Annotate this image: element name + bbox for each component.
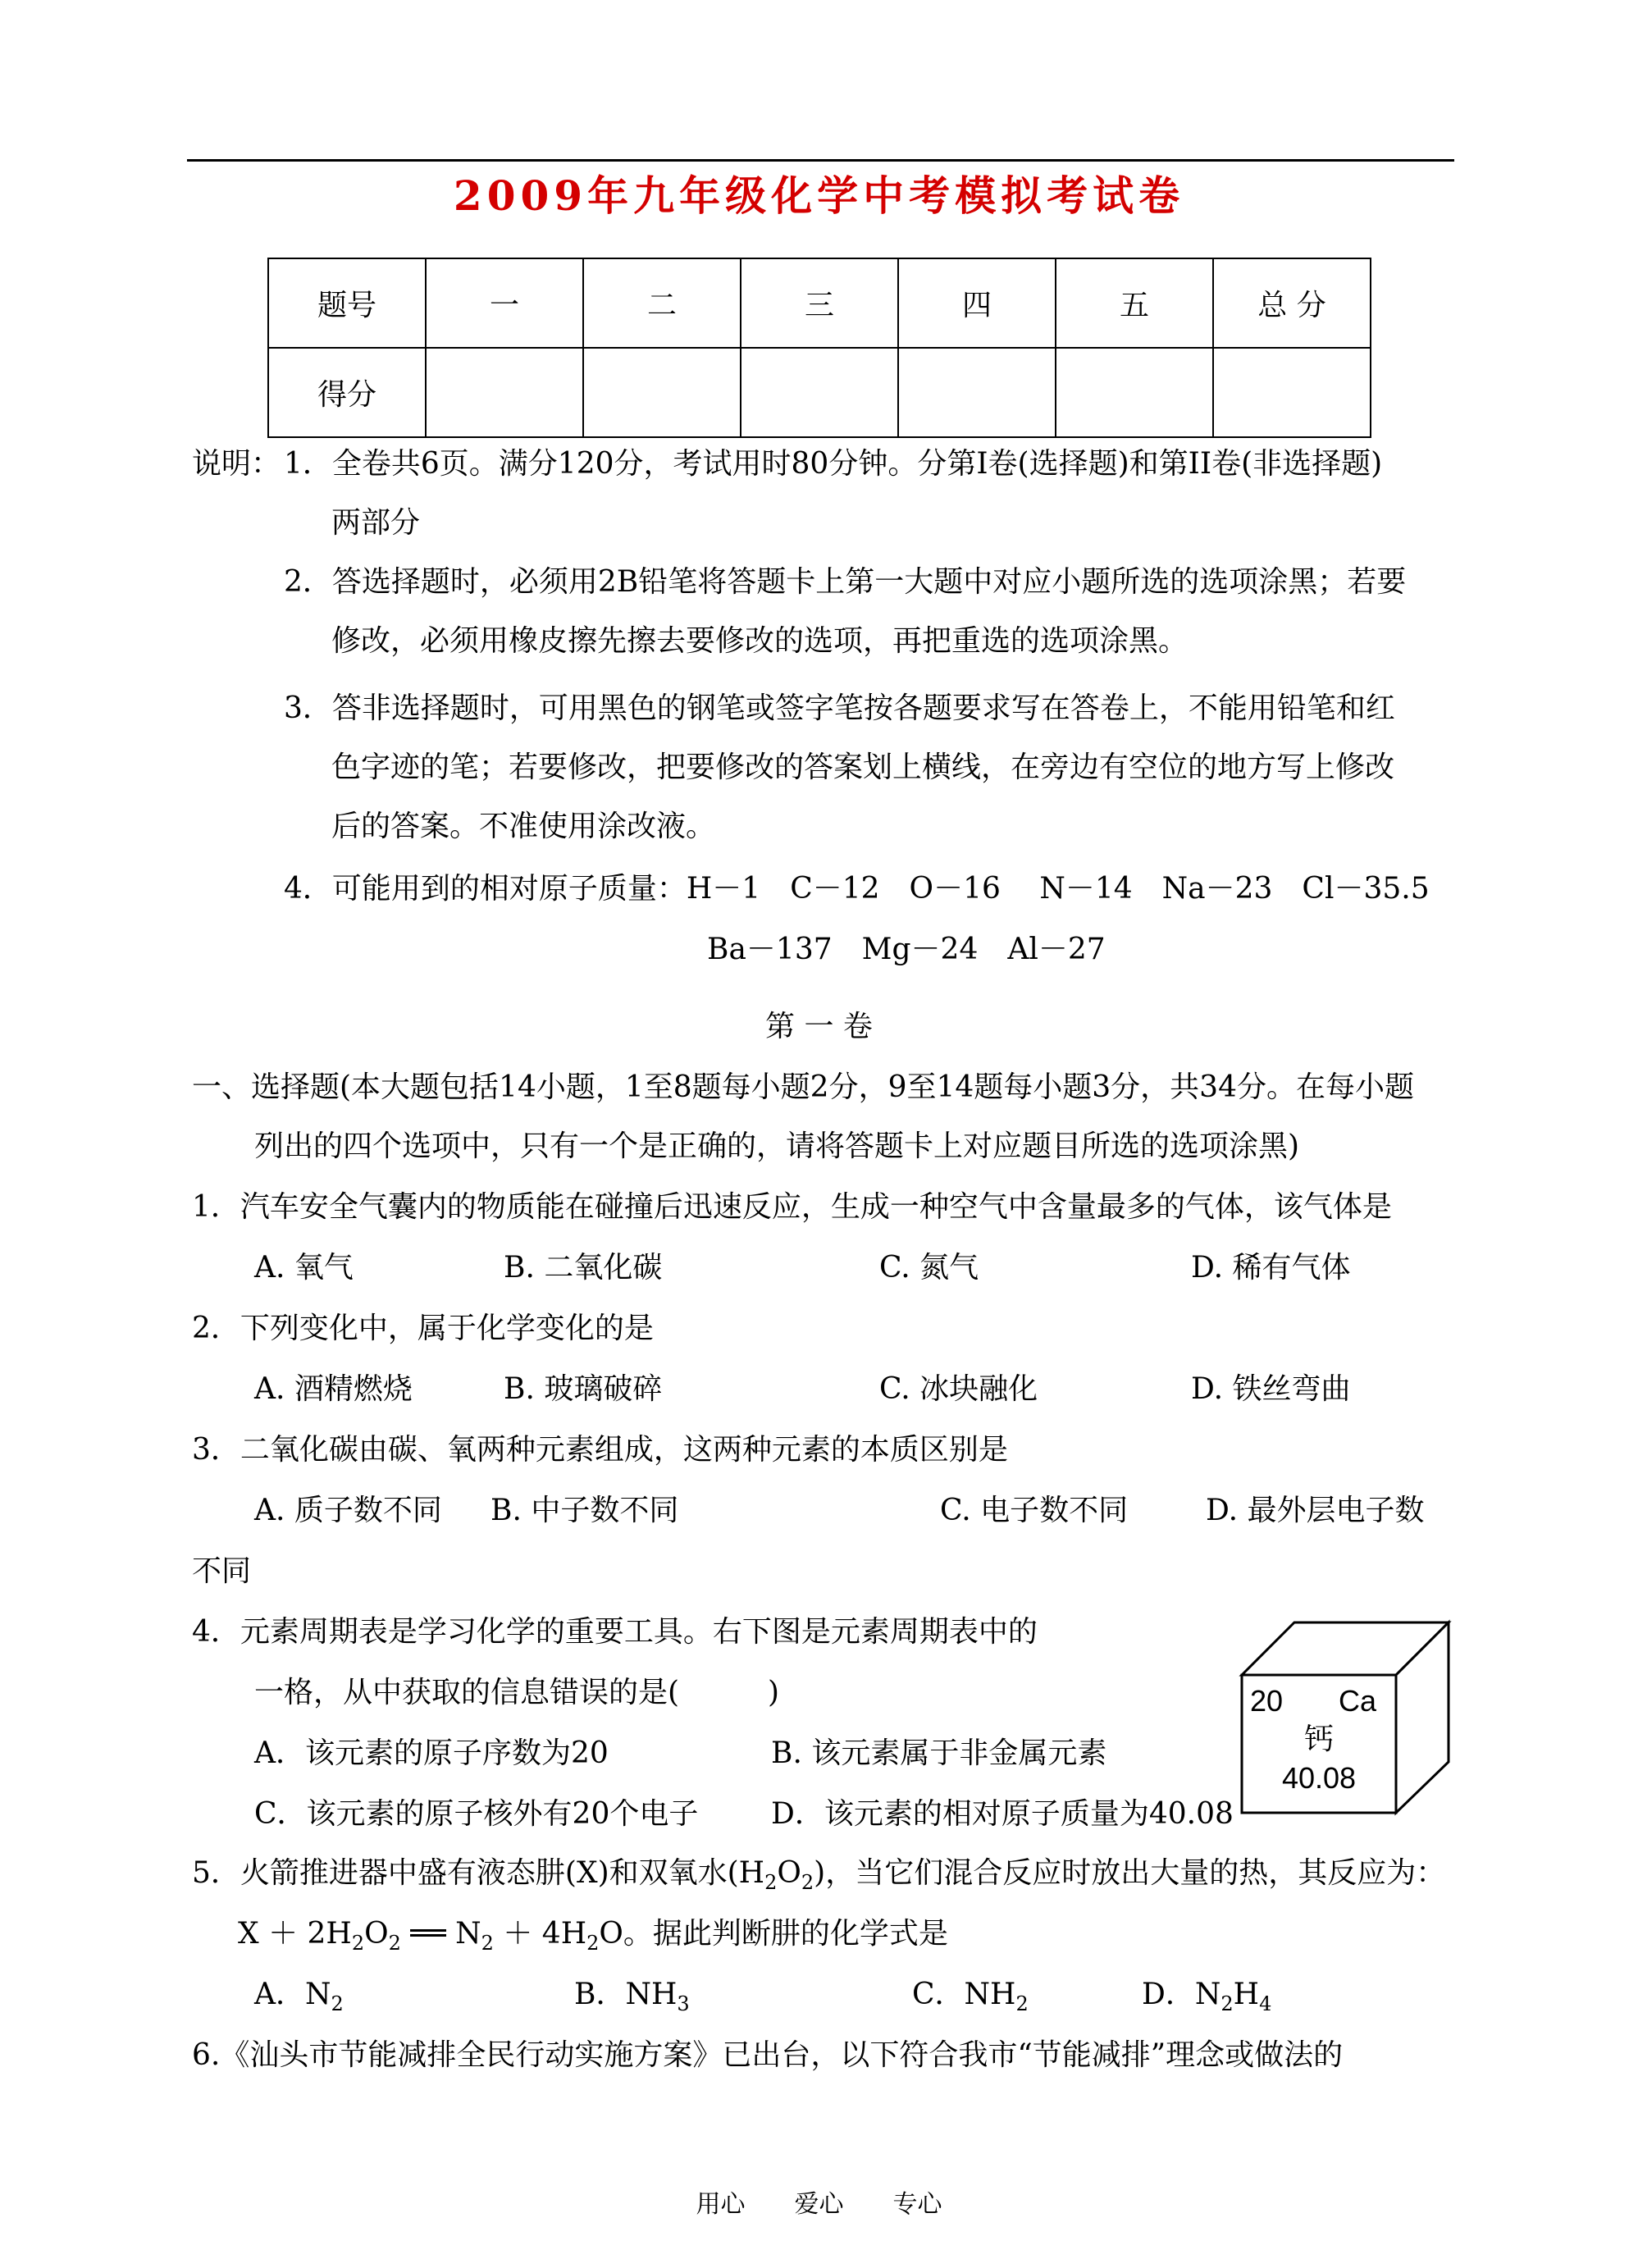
cell-atomic-number: 20 <box>1250 1684 1284 1718</box>
q1-option-c: C. 氮气 <box>879 1251 979 1285</box>
score-header-cell: 题号 <box>268 258 426 348</box>
score-header-cell: 一 <box>426 258 583 348</box>
q3-option-b: B. 中子数不同 <box>490 1494 679 1527</box>
q5-stem-text-1: 5．火箭推进器中盛有液态肼(X)和双氧水(H <box>192 1856 765 1890</box>
q5-option-a-sub: 2 <box>331 1992 344 2015</box>
part1-intro-line-a: 一、选择题(本大题包括14小题，1至8题每小题2分，9至14题每小题3分，共34分。在每小题 <box>192 1070 1414 1104</box>
q5-eq-sub: 2 <box>481 1932 494 1955</box>
q5-option-c <box>912 1977 1029 2022</box>
score-header-cell: 四 <box>898 258 1056 348</box>
q5-option-d-text: D．N <box>1142 1978 1221 2011</box>
note-3-line-a: 3．答非选择题时，可用黑色的钢笔或签字笔按各题要求写在答卷上，不能用铅笔和红 <box>284 691 1395 725</box>
q5-eq-sub: 2 <box>388 1932 401 1955</box>
score-header-cell: 总 分 <box>1213 258 1371 348</box>
q5-stem-text-2: O <box>777 1856 801 1890</box>
q5-option-a <box>254 1977 344 2022</box>
q1-option-a: A. 氧气 <box>254 1251 354 1285</box>
page-title: 2009年九年级化学中考模拟考试卷 <box>453 171 1185 220</box>
cell-atomic-mass: 40.08 <box>1281 1761 1357 1795</box>
score-header-cell: 五 <box>1056 258 1213 348</box>
q5-eq-sub: 2 <box>351 1932 365 1955</box>
note-3-line-b: 色字迹的笔；若要修改，把要修改的答案划上横线，在旁边有空位的地方写上修改 <box>331 751 1395 784</box>
question-5-stem-line-a <box>192 1855 1445 1901</box>
notes-prefix: 说明： <box>192 447 281 481</box>
score-cell <box>898 348 1056 437</box>
note-1-line-a: 1．全卷共6页。满分120分，考试用时80分钟。分第I卷(选择题)和第II卷(非选择题) <box>284 447 1383 481</box>
q5-option-d-sub: 2 <box>1221 1992 1234 2015</box>
q5-stem-sub-2: 2 <box>801 1871 814 1894</box>
note-1-line-b: 两部分 <box>331 506 421 540</box>
score-cell <box>1056 348 1213 437</box>
q5-option-d-sub: 4 <box>1259 1992 1272 2015</box>
score-cell <box>426 348 583 437</box>
q5-option-d <box>1142 1977 1271 2022</box>
q5-option-a-text: A．N <box>254 1978 331 2011</box>
q5-option-c-sub: 2 <box>1015 1992 1029 2015</box>
q5-equation-prefix: X ＋ 2H <box>238 1917 352 1951</box>
q4-option-c: C．该元素的原子核外有20个电子 <box>254 1797 699 1831</box>
note-2-line-b: 修改，必须用橡皮擦先擦去要修改的选项，再把重选的选项涂黑。 <box>331 624 1189 658</box>
q3-option-d-continued: 不同 <box>192 1554 252 1588</box>
score-table-header-row <box>268 258 1371 348</box>
q3-option-d: D. 最外层电子数 <box>1206 1494 1425 1527</box>
top-rule <box>187 159 1454 162</box>
score-table <box>267 258 1371 438</box>
note-3-line-c: 后的答案。不准使用涂改液。 <box>331 810 716 843</box>
q5-stem-sub-1: 2 <box>764 1871 778 1894</box>
score-cell <box>583 348 741 437</box>
note-4-line-b: Ba－137 Mg－24 Al－27 <box>707 933 1106 966</box>
score-header-cell: 二 <box>583 258 741 348</box>
question-6-stem: 6.《汕头市节能减排全民行动实施方案》已出台，以下符合我市“节能减排”理念或做法的 <box>192 2038 1344 2072</box>
q2-option-b: B. 玻璃破碎 <box>504 1372 663 1406</box>
q5-eq-text: O <box>599 1917 623 1951</box>
score-cell <box>1213 348 1371 437</box>
q1-option-b: B. 二氧化碳 <box>504 1251 663 1285</box>
part1-intro-line-b: 列出的四个选项中，只有一个是正确的，请将答题卡上对应题目所选的选项涂黑) <box>254 1129 1300 1163</box>
question-2-stem: 2．下列变化中，属于化学变化的是 <box>192 1312 654 1345</box>
page-footer: 用心 爱心 专心 <box>696 2190 942 2219</box>
section-title: 第 一 卷 <box>765 1010 873 1043</box>
q5-equation-tail: 。据此判断肼的化学式是 <box>623 1917 948 1951</box>
q3-option-a: A. 质子数不同 <box>254 1494 442 1527</box>
q2-option-d: D. 铁丝弯曲 <box>1191 1372 1351 1406</box>
score-cell <box>741 348 898 437</box>
q5-eq-text: ══ N <box>400 1917 481 1951</box>
q5-option-b-sub: 3 <box>677 1992 690 2015</box>
q5-option-b <box>574 1977 690 2022</box>
q5-option-b-text: B．NH <box>574 1978 678 2011</box>
cell-element-name: 钙 <box>1303 1722 1334 1755</box>
q4-option-b: B. 该元素属于非金属元素 <box>771 1736 1107 1770</box>
q2-option-c: C. 冰块融化 <box>879 1372 1038 1406</box>
score-header-cell: 三 <box>741 258 898 348</box>
q5-eq-sub: 2 <box>586 1932 600 1955</box>
q4-option-a: A．该元素的原子序数为20 <box>254 1736 609 1770</box>
q5-eq-text: ＋ 4H <box>493 1917 587 1951</box>
score-table-score-row <box>268 348 1371 437</box>
note-4-line-a: 4．可能用到的相对原子质量：H－1 C－12 O－16 N－14 Na－23 Cl－35.5 <box>284 872 1430 906</box>
periodic-table-cell <box>1239 1608 1453 1816</box>
q5-eq-text: O <box>364 1917 389 1951</box>
q5-equation-line <box>238 1916 948 1961</box>
cell-element-symbol: Ca <box>1339 1684 1377 1718</box>
q3-option-c: C. 电子数不同 <box>940 1494 1129 1527</box>
question-4-stem-line-b: 一格，从中获取的信息错误的是( ) <box>254 1676 780 1709</box>
q5-option-c-text: C．NH <box>912 1978 1016 2011</box>
q1-option-d: D. 稀有气体 <box>1191 1251 1351 1285</box>
question-1-stem: 1．汽车安全气囊内的物质能在碰撞后迅速反应，生成一种空气中含量最多的气体，该气体是 <box>192 1190 1392 1224</box>
question-3-stem: 3．二氧化碳由碳、氧两种元素组成，这两种元素的本质区别是 <box>192 1433 1008 1467</box>
note-2-line-a: 2．答选择题时，必须用2B铅笔将答题卡上第一大题中对应小题所选的选项涂黑；若要 <box>284 565 1407 599</box>
q5-option-d-text: H <box>1233 1978 1260 2011</box>
q5-stem-text-3: )，当它们混合反应时放出大量的热，其反应为： <box>814 1856 1446 1890</box>
score-row-label: 得分 <box>268 348 426 437</box>
question-4-stem-line-a: 4．元素周期表是学习化学的重要工具。右下图是元素周期表中的 <box>192 1615 1038 1649</box>
q2-option-a: A. 酒精燃烧 <box>254 1372 413 1406</box>
q4-option-d: D．该元素的相对原子质量为40.08 <box>771 1797 1234 1831</box>
